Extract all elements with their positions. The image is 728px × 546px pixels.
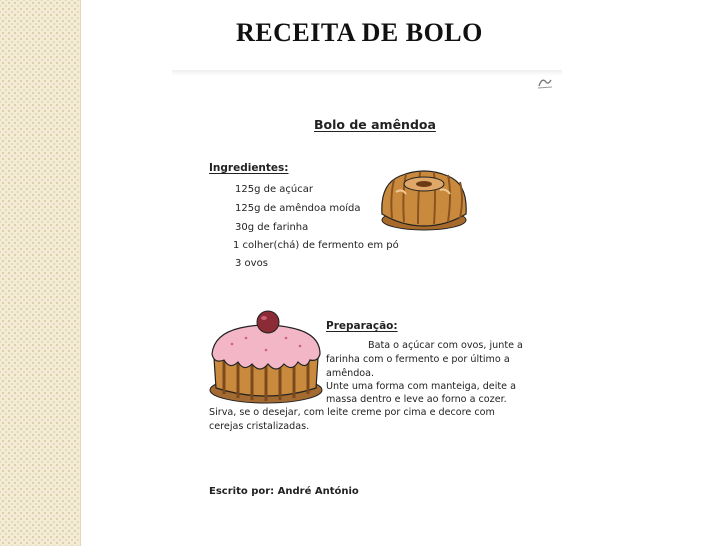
scan-corner-mark-icon	[536, 74, 554, 90]
preparation-line: farinha com o fermento e por último a	[326, 354, 510, 365]
author-credit: Escrito por: André António	[209, 486, 359, 497]
ingredient-item: 125g de açúcar	[235, 184, 313, 195]
recipe-title: Bolo de amêndoa	[314, 117, 436, 132]
preparation-line: amêndoa.	[326, 368, 375, 379]
bundt-cake-image	[376, 162, 472, 234]
ingredient-item: 125g de amêndoa moída	[235, 203, 361, 214]
scanned-recipe-page	[172, 70, 572, 510]
preparation-line: cerejas cristalizadas.	[209, 421, 310, 432]
preparation-line: massa dentro e leve ao forno a cozer.	[326, 394, 507, 405]
iced-cake-image	[206, 308, 330, 406]
preparation-line: Unte uma forma com manteiga, deite a	[326, 381, 516, 392]
preparation-label: Preparação:	[326, 320, 398, 332]
ingredients-label: Ingredientes:	[209, 162, 289, 174]
ingredient-item: 3 ovos	[235, 258, 268, 269]
slide-title: RECEITA DE BOLO	[236, 18, 483, 47]
decorative-side-band	[0, 0, 81, 546]
ingredient-item: 1 colher(chá) de fermento em pó	[233, 240, 399, 251]
preparation-line: Sirva, se o desejar, com leite creme por cima e decore com	[209, 407, 495, 418]
preparation-line: Bata o açúcar com ovos, junte a	[368, 340, 523, 351]
ingredient-item: 30g de farinha	[235, 222, 309, 233]
scan-edge	[172, 70, 562, 76]
